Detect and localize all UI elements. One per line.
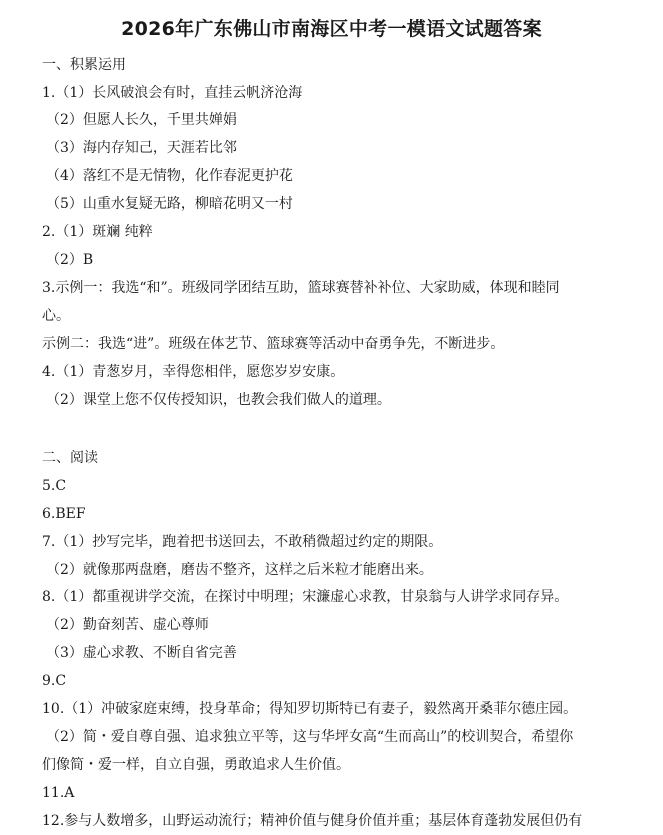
answer-line: 12.参与人数增多，山野运动流行；精神价值与健身价值并重；基层体育蓬勃发展但仍有	[42, 813, 583, 829]
answer-line: 3.示例一：我选“和”。班级同学团结互助，篮球赛替补补位、大家助威，体现和睦同	[42, 280, 560, 296]
answer-line: 8.（1）都重视讲学交流，在探讨中明理；宋濂虚心求教，甘泉翁与人讲学求同存异。	[42, 589, 569, 605]
answer-line: 6.BEF	[42, 506, 86, 522]
answer-line: （2）就像那两盘磨，磨齿不整齐，这样之后米粒才能磨出来。	[46, 562, 433, 578]
answer-line: 们像简・爱一样，自立自强，勇敢追求人生价值。	[42, 757, 350, 773]
answer-line: 心。	[42, 308, 70, 324]
answer-line: （2）勤奋刻苦、虚心尊师	[46, 617, 209, 633]
answer-line: （2）B	[46, 252, 94, 268]
answer-line: 4.（1）青葱岁月，幸得您相伴，愿您岁岁安康。	[42, 364, 345, 380]
answer-line: （2）简・爱自尊自强、追求独立平等，这与华坪女高“生而高山”的校训契合，希望你	[46, 729, 574, 745]
answer-line: 5.C	[42, 478, 67, 494]
answer-line: （4）落红不是无情物，化作春泥更护花	[46, 168, 293, 184]
page-title: 2026年广东佛山市南海区中考一模语文试题答案	[121, 18, 542, 40]
answer-line: 10.（1）冲破家庭束缚，投身革命；得知罗切斯特已有妻子，毅然离开桑菲尔德庄园。	[42, 701, 578, 717]
answer-line: （2）课堂上您不仅传授知识，也教会我们做人的道理。	[46, 392, 391, 408]
answer-line: （3）虚心求教、不断自省完善	[46, 645, 237, 661]
answer-line: （2）但愿人长久，千里共婵娟	[46, 112, 237, 128]
answer-line: 示例二：我选“进”。班级在体艺节、篮球赛等活动中奋勇争先，不断进步。	[42, 336, 505, 352]
answer-line: 1.（1）长风破浪会有时，直挂云帆济沧海	[42, 85, 303, 101]
answer-line: 2.（1）斑斓 纯粹	[42, 224, 153, 240]
answer-line: 7.（1）抄写完毕，跑着把书送回去，不敢稍微超过约定的期限。	[42, 534, 443, 550]
section-heading-reading: 二、阅读	[42, 450, 98, 466]
answer-line: 9.C	[42, 673, 67, 689]
answer-line: 11.A	[42, 785, 75, 801]
answer-line: （5）山重水复疑无路，柳暗花明又一村	[46, 196, 293, 212]
section-heading-accumulation: 一、积累运用	[42, 57, 126, 73]
answer-line: （3）海内存知己，天涯若比邻	[46, 140, 237, 156]
